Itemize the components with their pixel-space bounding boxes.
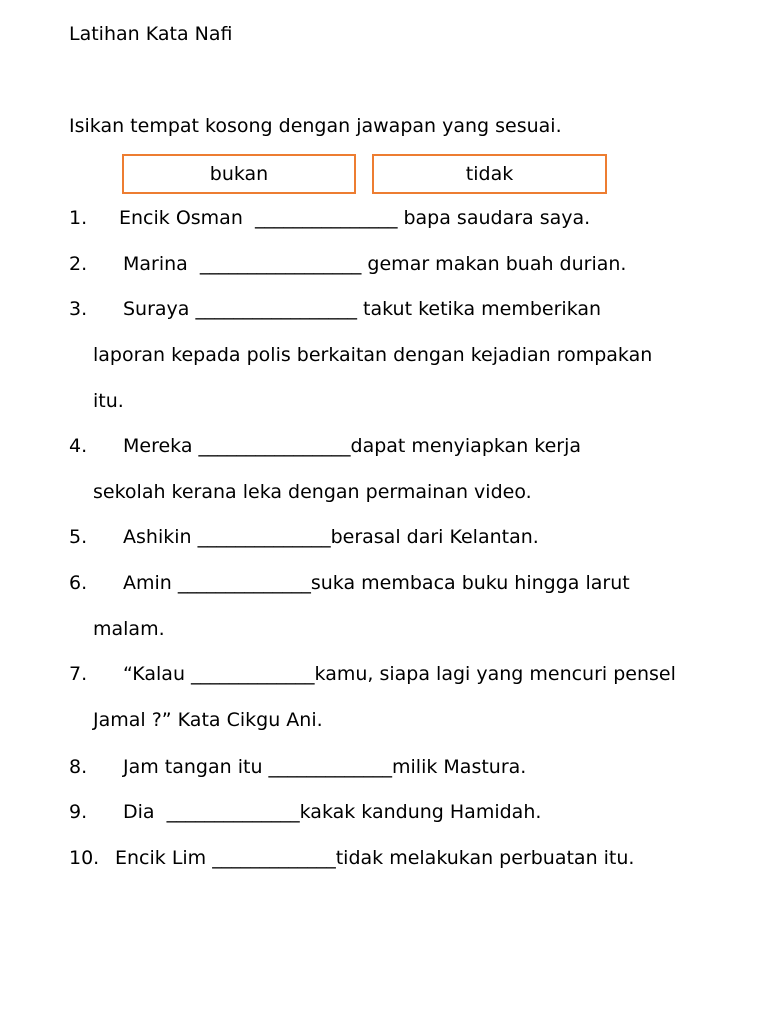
- question-number: 2.: [69, 253, 88, 275]
- question-number: 3.: [69, 298, 88, 320]
- question-number: 4.: [69, 435, 88, 457]
- question-number: 6.: [69, 572, 88, 594]
- word-bank-box-bukan: bukan: [122, 154, 356, 194]
- question-text: Encik Osman _______________ bapa saudara saya.: [119, 207, 591, 229]
- question-text: Dia ______________kakak kandung Hamidah.: [123, 801, 542, 823]
- question-text: “Kalau _____________kamu, siapa lagi yang mencuri pensel: [123, 663, 676, 685]
- question-text: Ashikin ______________berasal dari Kelantan.: [123, 526, 539, 548]
- worksheet-title: Latihan Kata Nafi: [69, 23, 233, 45]
- question-text: Mereka ________________dapat menyiapkan kerja: [123, 435, 582, 457]
- question-text-continued: laporan kepada polis berkaitan dengan kejadian rompakan: [93, 344, 653, 366]
- question-text-continued: malam.: [93, 618, 165, 640]
- word-bank-box-tidak: tidak: [372, 154, 607, 194]
- question-text: Encik Lim _____________tidak melakukan perbuatan itu.: [115, 847, 635, 869]
- question-number: 9.: [69, 801, 88, 823]
- question-text-continued: itu.: [93, 390, 124, 412]
- question-text: Amin ______________suka membaca buku hingga larut: [123, 572, 630, 594]
- question-text: Suraya _________________ takut ketika memberikan: [123, 298, 602, 320]
- instruction-text: Isikan tempat kosong dengan jawapan yang sesuai.: [69, 115, 562, 137]
- question-text: Jam tangan itu _____________milik Mastura.: [123, 756, 527, 778]
- question-number: 7.: [69, 663, 88, 685]
- question-number: 8.: [69, 756, 88, 778]
- question-text-continued: Jamal ?” Kata Cikgu Ani.: [93, 709, 323, 731]
- question-number: 1.: [69, 207, 88, 229]
- question-number: 5.: [69, 526, 88, 548]
- question-text: Marina _________________ gemar makan buah durian.: [123, 253, 627, 275]
- question-text-continued: sekolah kerana leka dengan permainan video.: [93, 481, 532, 503]
- question-number: 10.: [69, 847, 100, 869]
